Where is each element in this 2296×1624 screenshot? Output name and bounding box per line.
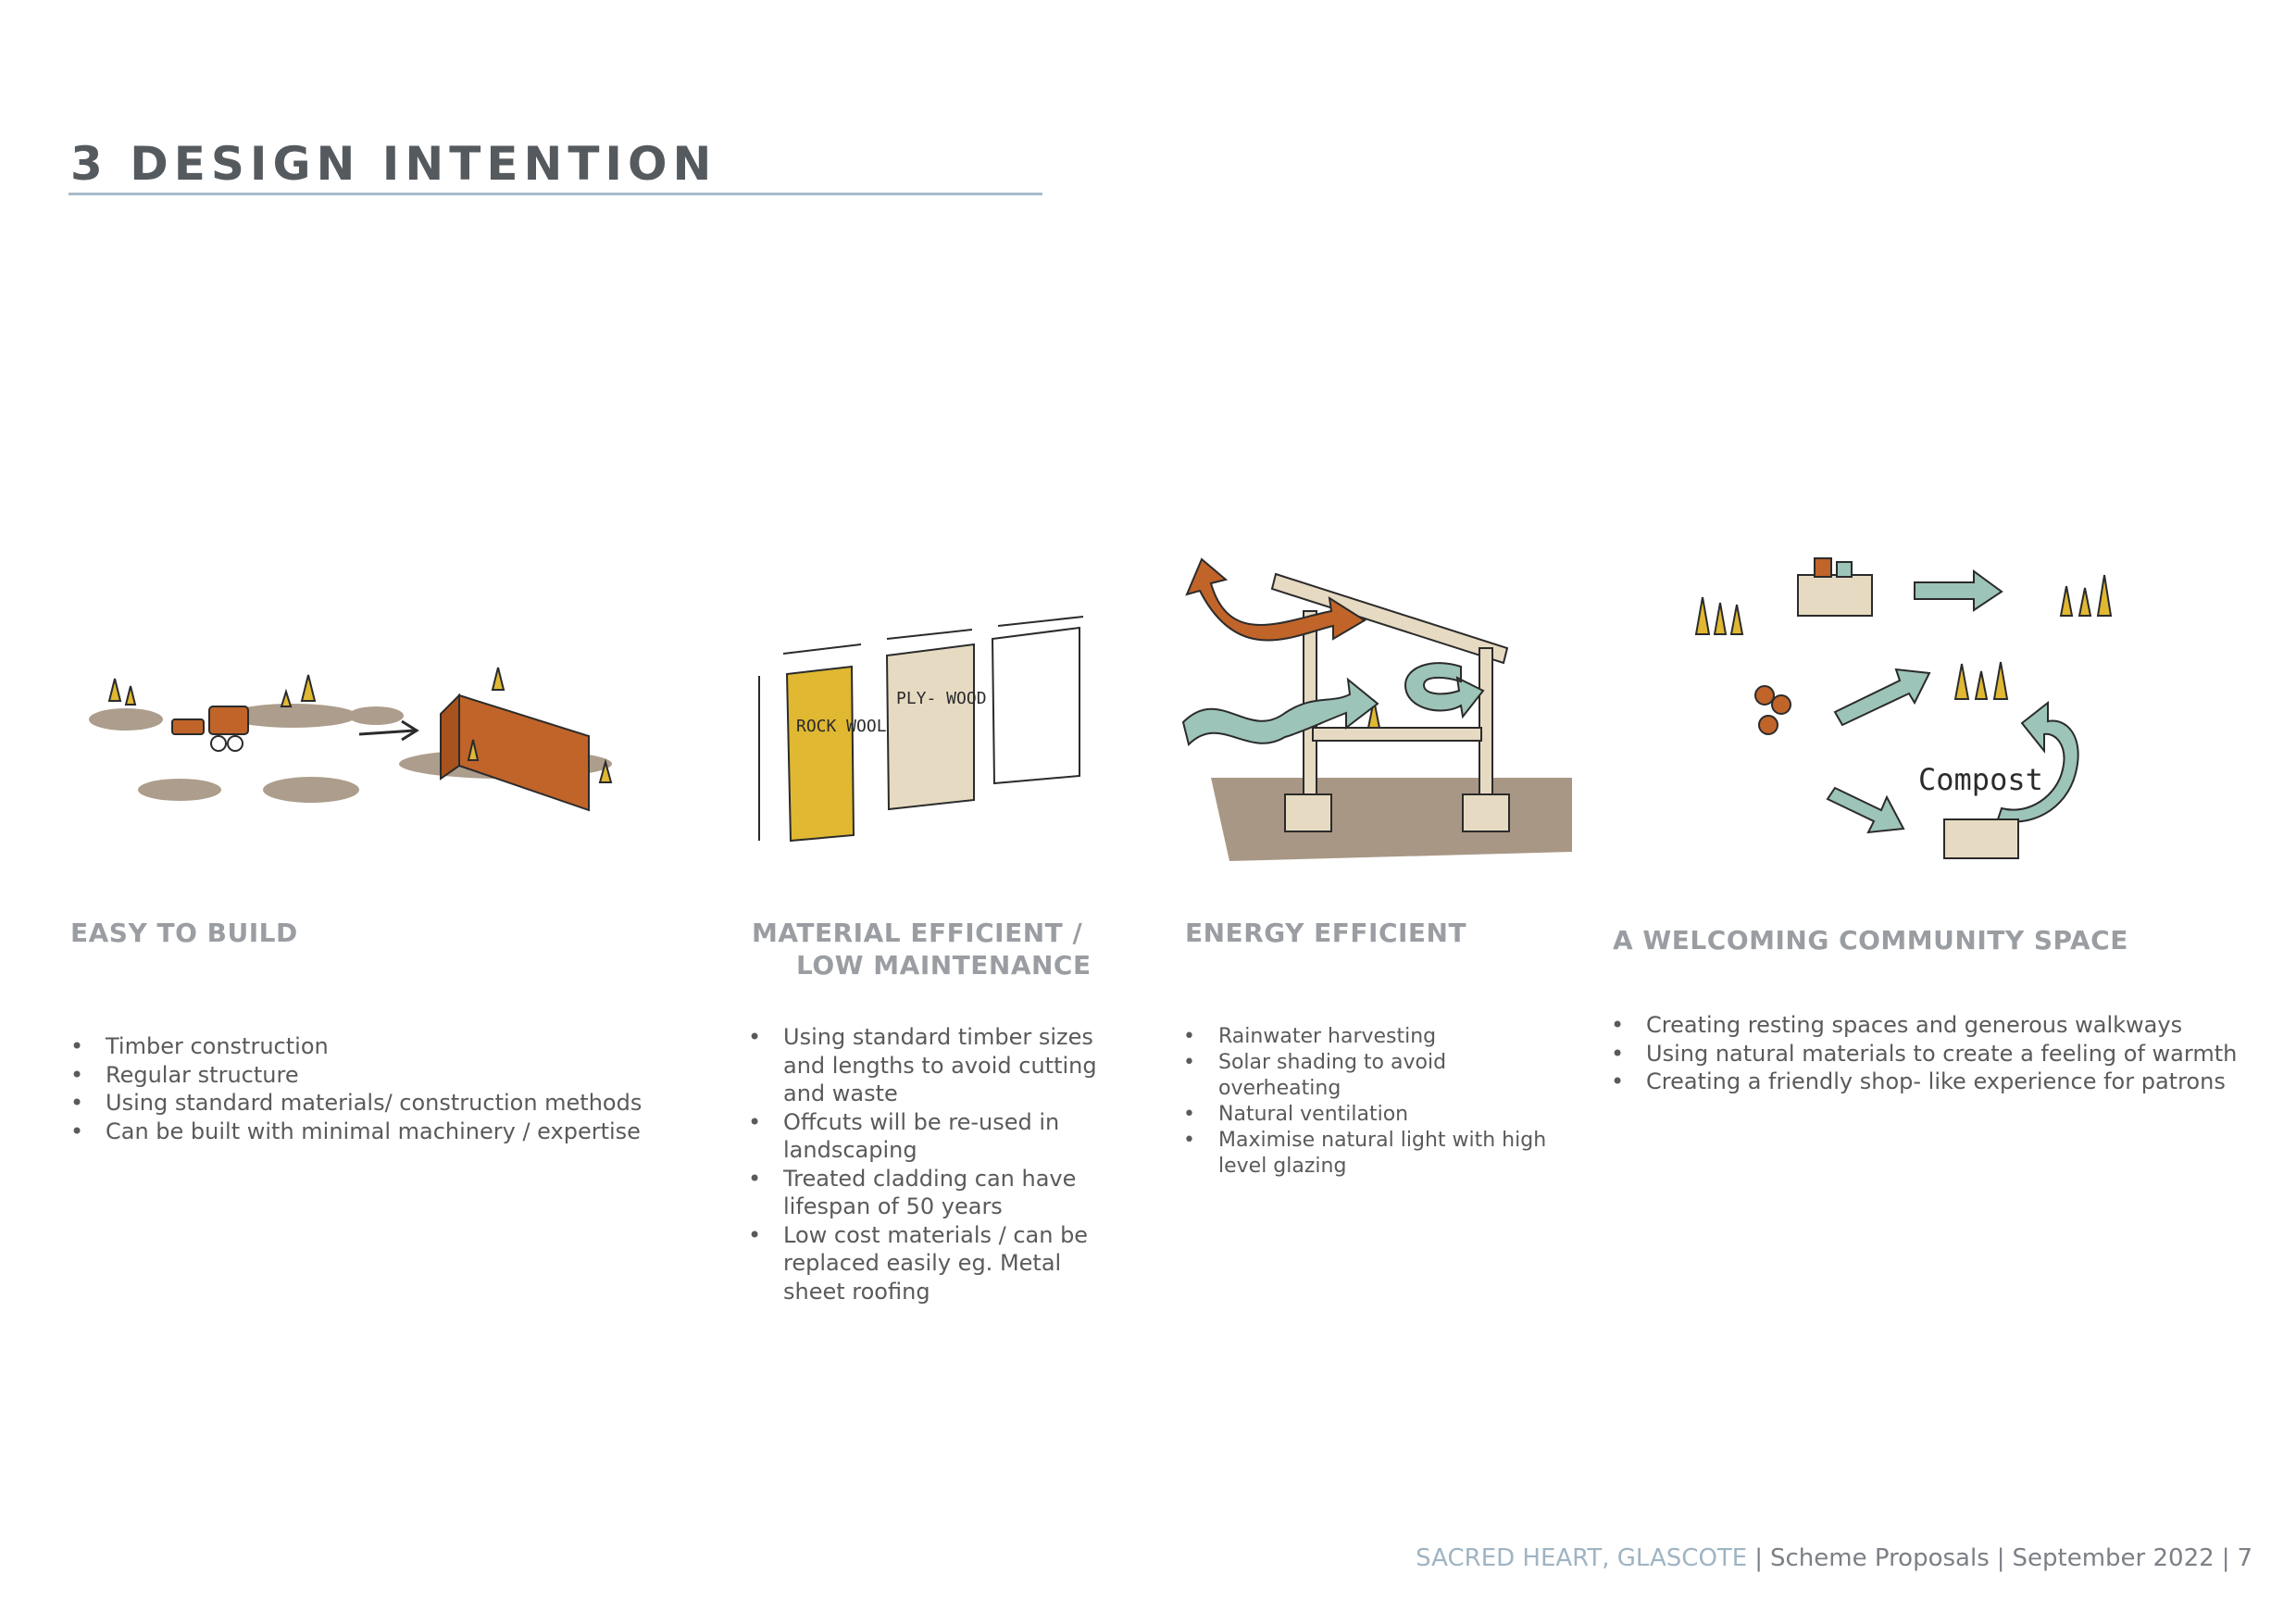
list-item: • Low cost materials / can be replaced easily eg. Metal sheet roofing xyxy=(748,1221,1118,1306)
page-number: 7 xyxy=(2237,1544,2252,1572)
list-item: • Rainwater harvesting xyxy=(1183,1024,1563,1050)
plywood-label: PLY- WOOD xyxy=(896,689,987,708)
community-space-sketch xyxy=(1678,514,2159,884)
page-footer xyxy=(1416,1544,2252,1572)
material-efficient-list xyxy=(748,1023,1118,1305)
list-item: • Natural ventilation xyxy=(1183,1102,1563,1128)
list-item: • Using natural materials to create a feeling of warmth xyxy=(1611,1040,2268,1068)
compost-bin xyxy=(1944,819,2018,858)
footer-date: September 2022 xyxy=(2012,1544,2215,1572)
list-item: • Can be built with minimal machinery / expertise xyxy=(70,1118,718,1146)
material-efficient-sketch xyxy=(750,602,1102,852)
page-title: 3 DESIGN INTENTION xyxy=(70,137,718,191)
list-item: • Timber construction xyxy=(70,1032,718,1061)
community-space-list xyxy=(1611,1011,2268,1096)
plywood-panel xyxy=(887,644,974,809)
list-item: • Maximise natural light with high level glazing xyxy=(1183,1128,1563,1180)
produce xyxy=(1755,686,1791,734)
footer-site-name: SACRED HEART, GLASCOTE xyxy=(1416,1544,1748,1572)
list-item: • Creating a friendly shop- like experience for patrons xyxy=(1611,1068,2268,1096)
rock-wool-label: ROCK WOOL xyxy=(796,717,887,736)
energy-efficient-heading: ENERGY EFFICIENT xyxy=(1185,918,1467,948)
title-underline xyxy=(69,193,1042,195)
list-item: • Offcuts will be re-used in landscaping xyxy=(748,1108,1118,1165)
energy-efficient-list xyxy=(1183,1024,1563,1180)
community-space-heading: A WELCOMING COMMUNITY SPACE xyxy=(1613,925,2128,956)
rock-wool-panel xyxy=(787,667,854,841)
footer-separator: | xyxy=(1996,1544,2005,1572)
ground xyxy=(1211,778,1572,861)
energy-efficient-sketch xyxy=(1174,546,1572,866)
easy-to-build-heading: EASY TO BUILD xyxy=(70,918,298,948)
footer-separator: | xyxy=(2221,1544,2230,1572)
list-item: • Using standard timber sizes and lengths to avoid cutting and waste xyxy=(748,1023,1118,1108)
footer-section: Scheme Proposals xyxy=(1769,1544,1990,1572)
timber-pile xyxy=(172,706,248,734)
workers-left xyxy=(109,675,315,706)
footer-separator: | xyxy=(1754,1544,1763,1572)
list-item: • Using standard materials/ construction methods xyxy=(70,1089,718,1118)
list-item: • Treated cladding can have lifespan of 50 years xyxy=(748,1165,1118,1221)
timber-building xyxy=(441,695,589,810)
material-efficient-heading: MATERIAL EFFICIENT / LOW MAINTENANCE xyxy=(752,918,1092,981)
empty-panel xyxy=(992,628,1079,783)
market-crate xyxy=(1798,558,1872,616)
compost-label: Compost xyxy=(1918,762,2043,797)
list-item: • Creating resting spaces and generous walkways xyxy=(1611,1011,2268,1040)
easy-to-build-list xyxy=(70,1032,718,1145)
list-item: • Regular structure xyxy=(70,1061,718,1090)
list-item: • Solar shading to avoid overheating xyxy=(1183,1050,1563,1102)
easy-to-build-sketch xyxy=(70,653,644,875)
